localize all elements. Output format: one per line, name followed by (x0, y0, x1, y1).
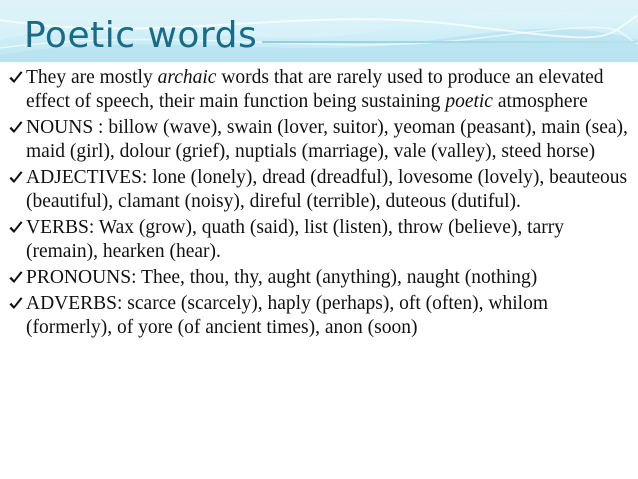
checkmark-icon (8, 296, 24, 312)
bullet-text: words that are rarely used to produce an elevated effect of speech, their main function being sustaining (26, 67, 604, 112)
bullet-item (8, 166, 630, 214)
checkmark-icon (8, 120, 24, 136)
bullet-item (8, 116, 630, 164)
bullet-item (8, 216, 630, 264)
bullet-text: PRONOUNS: Thee, thou, thy, aught (anything), naught (nothing) (26, 267, 538, 288)
bullet-text: VERBS: Wax (grow), quath (said), list (listen), throw (believe), tarry (remain), hearken (hear). (26, 217, 564, 262)
bullet-list (8, 66, 630, 342)
slide-title: Poetic words (24, 15, 258, 56)
title-underline (262, 41, 638, 43)
checkmark-icon (8, 270, 24, 286)
bullet-text: atmosphere (492, 91, 588, 112)
bullet-item (8, 266, 630, 290)
checkmark-icon (8, 220, 24, 236)
checkmark-icon (8, 70, 24, 86)
checkmark-icon (8, 170, 24, 186)
bullet-text: ADJECTIVES: lone (lonely), dread (dreadful), lovesome (lovely), beauteous (beautiful), clamant (noisy), direful (terrible), duteous (dutiful). (26, 167, 628, 212)
bullet-item (8, 292, 630, 340)
bullet-text: poetic (445, 91, 493, 112)
bullet-text: NOUNS : billow (wave), swain (lover, suitor), yeoman (peasant), main (sea), maid (girl), dolour (grief), nuptials (marriage), vale (valley), steed horse) (26, 117, 628, 162)
bullet-item (8, 66, 630, 114)
bullet-text: ADVERBS: scarce (scarcely), haply (perhaps), oft (often), whilom (formerly), of yore (of ancient times), anon (soon) (26, 293, 548, 338)
bullet-text: They are mostly (26, 67, 158, 88)
bullet-text: archaic (157, 67, 217, 88)
